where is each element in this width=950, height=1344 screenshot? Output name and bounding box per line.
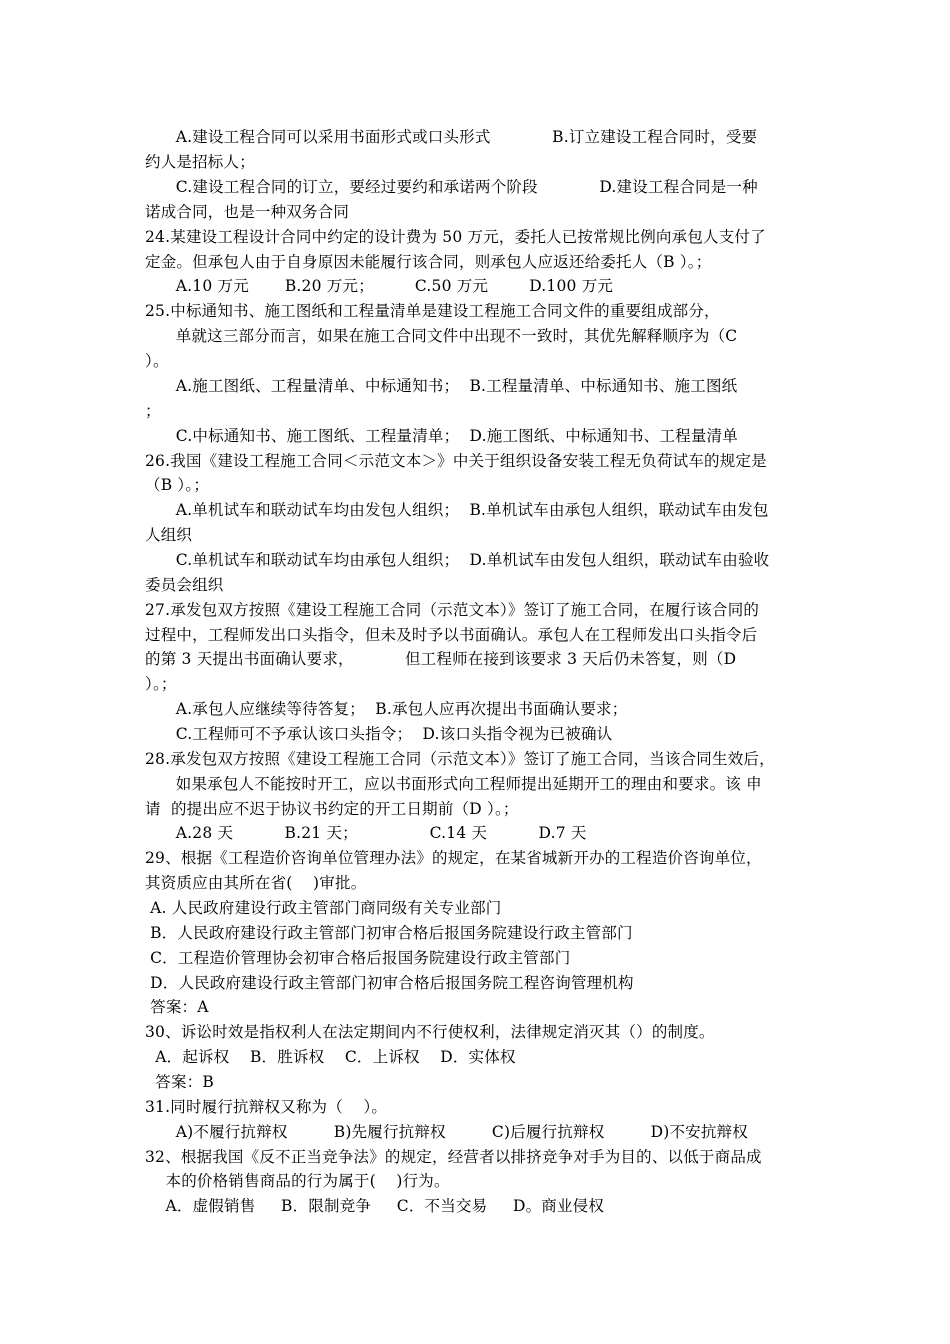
question-25: 25.中标通知书、施工图纸和工程量清单是建设工程施工合同文件的重要组成部分，	[145, 302, 720, 320]
text-line: 过程中，工程师发出口头指令，但未及时予以书面确认。承包人在工程师发出口头指令后	[145, 626, 758, 644]
question-28: 28.承发包双方按照《建设工程施工合同（示范文本）》签订了施工合同，当该合同生效后，	[145, 750, 775, 768]
options-line: A)不履行抗辩权 B)先履行抗辩权 C)后履行抗辩权 D)不安抗辩权	[145, 1123, 748, 1141]
question-31: 31.同时履行抗辩权又称为（ ）。	[145, 1098, 388, 1116]
text-line: 本的价格销售商品的行为属于( )行为。	[145, 1172, 450, 1190]
options-line: A.施工图纸、工程量清单、中标通知书； B.工程量清单、中标通知书、施工图纸	[145, 377, 738, 395]
text-line: 请 的提出应不迟于协议书约定的开工日期前（D ）。；	[145, 800, 519, 818]
text-line: 其资质应由其所在省( )审批。	[145, 874, 367, 892]
answer-line: 答案：B	[145, 1073, 214, 1091]
options-line: C.工程师可不予承认该口头指令； D.该口头指令视为已被确认	[145, 725, 613, 743]
options-line: C.单机试车和联动试车均由承包人组织； D.单机试车由发包人组织，联动试车由验收	[145, 551, 770, 569]
question-27: 27.承发包双方按照《建设工程施工合同（示范文本）》签订了施工合同，在履行该合同的	[145, 601, 760, 619]
text-line: 定金。但承包人由于自身原因未能履行该合同，则承包人应返还给委托人（B ）。；	[145, 253, 712, 271]
text-line: 委员会组织	[145, 576, 224, 594]
options-line: C.中标通知书、施工图纸、工程量清单； D.施工图纸、中标通知书、工程量清单	[145, 427, 738, 445]
option-c: C．工程造价管理协会初审合格后报国务院建设行政主管部门	[145, 949, 571, 967]
question-30: 30、诉讼时效是指权利人在法定期间内不行使权利，法律规定消灭其（）的制度。	[145, 1023, 715, 1041]
text-line: ；	[145, 402, 161, 420]
options-line: A.28 天 B.21 天； C.14 天 D.7 天	[145, 824, 587, 842]
options-line: A.10 万元 B.20 万元； C.50 万元 D.100 万元	[145, 277, 614, 295]
text-line: 的第 3 天提出书面确认要求， 但工程师在接到该要求 3 天后仍未答复，则（D	[145, 650, 737, 668]
text-line: 如果承包人不能按时开工，应以书面形式向工程师提出延期开工的理由和要求。该 申	[145, 775, 762, 793]
text-line: A.建设工程合同可以采用书面形式或口头形式 B.订立建设工程合同时，受要	[145, 128, 758, 146]
text-line: ）。；	[145, 675, 177, 693]
text-line: 单就这三部分而言，如果在施工合同文件中出现不一致时，其优先解释顺序为（C	[145, 327, 738, 345]
options-line: A．虚假销售 B．限制竞争 C．不当交易 D。商业侵权	[145, 1197, 605, 1215]
question-32: 32、根据我国《反不正当竞争法》的规定，经营者以排挤竞争对手为目的、以低于商品成	[145, 1148, 762, 1166]
text-line: 诺成合同，也是一种双务合同	[145, 203, 350, 221]
question-24: 24.某建设工程设计合同中约定的设计费为 50 万元，委托人已按常规比例向承包人支付了	[145, 228, 766, 246]
option-a: A. 人民政府建设行政主管部门商同级有关专业部门	[145, 899, 502, 917]
text-line: ）。	[145, 352, 169, 370]
text-line: 人组织	[145, 526, 193, 544]
answer-line: 答案：A	[145, 998, 209, 1016]
options-line: A.承包人应继续等待答复； B.承包人应再次提出书面确认要求；	[145, 700, 628, 718]
option-b: B．人民政府建设行政主管部门初审合格后报国务院建设行政主管部门	[145, 924, 633, 942]
option-d: D．人民政府建设行政主管部门初审合格后报国务院工程咨询管理机构	[145, 974, 634, 992]
question-29: 29、根据《工程造价咨询单位管理办法》的规定，在某省城新开办的工程造价咨询单位，	[145, 849, 762, 867]
options-line: A．起诉权 B．胜诉权 C．上诉权 D．实体权	[145, 1048, 516, 1066]
options-line: A.单机试车和联动试车均由发包人组织； B.单机试车由承包人组织，联动试车由发包	[145, 501, 769, 519]
text-line: （B ）。；	[145, 476, 210, 494]
question-26: 26.我国《建设工程施工合同＜示范文本＞》中关于组织设备安装工程无负荷试车的规定是	[145, 452, 767, 470]
text-line: 约人是招标人；	[145, 153, 255, 171]
text-line: C.建设工程合同的订立，要经过要约和承诺两个阶段 D.建设工程合同是一种	[145, 178, 758, 196]
